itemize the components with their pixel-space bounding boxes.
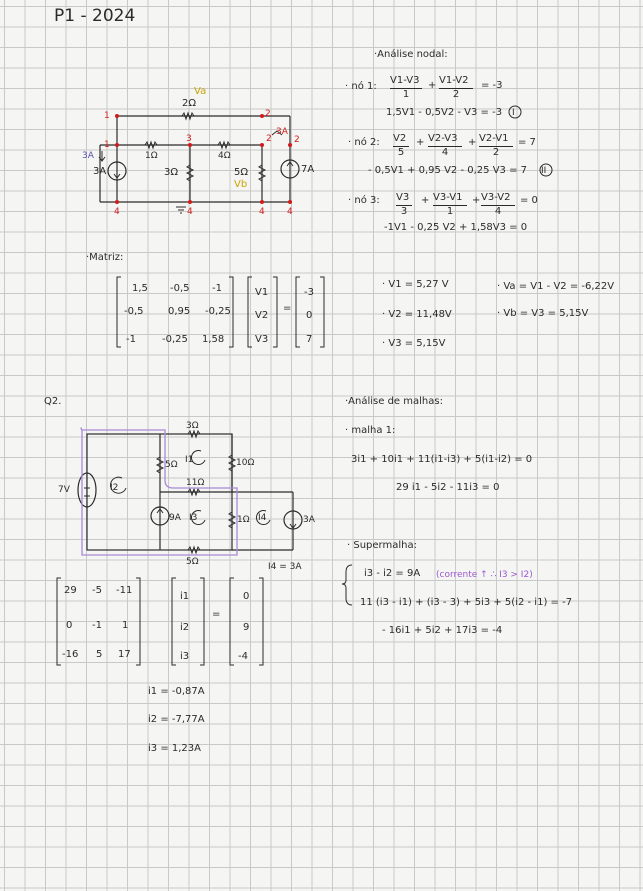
- matrix-cell: 17: [118, 649, 131, 660]
- node-4-label-c: 4: [259, 207, 265, 217]
- malha1-label: · malha 1:: [345, 425, 396, 436]
- no3-frac1-num: V3: [396, 192, 410, 203]
- q2-9a-label: 9A: [169, 513, 181, 523]
- supermalha-simplified: - 16i1 + 5i2 + 17i3 = -4: [382, 625, 503, 636]
- node-3-label: 3: [186, 134, 192, 144]
- var-v1: V1: [255, 287, 269, 298]
- matrix-cell: 29: [64, 585, 77, 596]
- matrix-cell: 5: [96, 649, 103, 660]
- no3-frac3-den: 4: [481, 205, 515, 218]
- no2-frac3-num: V2-V1: [479, 133, 509, 144]
- no2-plus2: +: [468, 137, 477, 148]
- q2-i3-label: I3: [189, 513, 198, 523]
- node-4-label-b: 4: [187, 207, 193, 217]
- va-label: Va: [194, 86, 207, 97]
- no1-label: · nó 1:: [345, 81, 377, 92]
- no1-frac2-den: 2: [439, 88, 473, 101]
- resistor-4-ohm-label: 4Ω: [218, 151, 231, 161]
- no1-frac1-den: 1: [390, 88, 422, 101]
- matrix-cell: -0,25: [205, 306, 231, 317]
- node-1-label-top: 1: [104, 111, 110, 121]
- var-v2: V2: [255, 310, 269, 321]
- no2-rhs: = 7: [518, 137, 536, 148]
- no3-frac2-num: V3-V1: [433, 192, 463, 203]
- no2-equation: - 0,5V1 + 0,95 V2 - 0,25 V3 = 7: [368, 165, 527, 176]
- resistor-2-ohm-label: 2Ω: [182, 98, 197, 109]
- matrix-cell: -0,25: [162, 334, 188, 345]
- matrix-cell: 1,5: [132, 283, 148, 294]
- supermalha-label: · Supermalha:: [347, 540, 417, 551]
- result-va: · Va = V1 - V2 = -6,22V: [497, 281, 615, 292]
- q2-3a-label: 3A: [303, 515, 315, 525]
- no3-frac3-num: V3-V2: [481, 192, 511, 203]
- result-i3: i3 = 1,23A: [148, 743, 201, 754]
- no3-plus2: +: [472, 195, 481, 206]
- resistor-5-ohm-label: 5Ω: [234, 167, 249, 178]
- no1-plus: +: [428, 80, 437, 91]
- q2-i1-label: I1: [185, 455, 194, 465]
- matrix-cell: -5: [92, 585, 102, 596]
- malha1-equation: 3i1 + 10i1 + 11(i1-i3) + 5(i1-i2) = 0: [351, 454, 533, 465]
- node-2-label-right: 2: [294, 135, 300, 145]
- supermalha-note: (corrente ↑ ∴ I3 > I2): [436, 570, 533, 580]
- no3-rhs: = 0: [520, 195, 538, 206]
- var-i2: i2: [180, 622, 190, 633]
- node-2-label-mid: 2: [266, 134, 272, 144]
- q2-r1-label: 1Ω: [237, 515, 250, 525]
- matrix-cell: -1: [92, 620, 102, 631]
- matrix-cell: -0,5: [170, 283, 190, 294]
- supermalha-eq1: i3 - i2 = 9A: [364, 568, 421, 579]
- q2-r3-label: 3Ω: [186, 421, 199, 431]
- no1-frac2-num: V1-V2: [439, 75, 469, 86]
- q2-r5-label: 5Ω: [165, 460, 178, 470]
- q2-r5b-label: 5Ω: [186, 557, 199, 567]
- q2-matrix-equals: =: [212, 609, 221, 620]
- resistor-3-ohm-label: 3Ω: [164, 167, 179, 178]
- rhs-cell: -3: [304, 287, 314, 298]
- no2-tag: II: [541, 166, 547, 176]
- src-3a-arrow-text: 3A: [82, 151, 94, 161]
- matrix-cell: -1: [126, 334, 136, 345]
- matrix-cell: -0,5: [124, 306, 144, 317]
- supermalha-eq2: 11 (i3 - i1) + (i3 - 3) + 5i3 + 5(i2 - i1) = -7: [360, 597, 573, 608]
- no2-label: · nó 2:: [348, 137, 380, 148]
- q2-7v-label: 7V: [58, 485, 70, 495]
- no1-equation: 1,5V1 - 0,5V2 - V3 = -3: [386, 107, 503, 118]
- node-2-label-top: 2: [265, 109, 271, 119]
- no1-rhs: = -3: [481, 80, 503, 91]
- node-4-label-d: 4: [287, 207, 293, 217]
- page-title: P1 - 2024: [54, 6, 136, 26]
- q2-i2-label: I2: [110, 483, 119, 493]
- result-i2: i2 = -7,77A: [148, 714, 205, 725]
- var-i3: i3: [180, 651, 190, 662]
- mesh-title: ·Análise de malhas:: [345, 396, 443, 407]
- q2-rhs-cell: 0: [243, 591, 250, 602]
- var-i1: i1: [180, 591, 190, 602]
- no2-frac3-den: 2: [479, 146, 513, 159]
- matrix-cell: 0: [66, 620, 73, 631]
- no1-tag: I: [512, 108, 515, 118]
- q2-r10-label: 10Ω: [236, 458, 255, 468]
- no2-frac2-num: V2-V3: [428, 133, 458, 144]
- matrix-cell: -11: [116, 585, 133, 596]
- result-v2: · V2 = 11,48V: [382, 309, 452, 320]
- matrix-equals: =: [283, 303, 292, 314]
- no3-frac2-den: 1: [433, 205, 467, 218]
- result-i1: i1 = -0,87A: [148, 686, 205, 697]
- matrix-cell: 0,95: [168, 306, 191, 317]
- no3-frac1-den: 3: [396, 205, 412, 218]
- result-v1: · V1 = 5,27 V: [382, 279, 449, 290]
- no2-plus1: +: [416, 137, 425, 148]
- src-7a-label: 7A: [301, 164, 315, 175]
- result-vb: · Vb = V3 = 5,15V: [497, 308, 589, 319]
- matrix-cell: -16: [62, 649, 79, 660]
- matrix-cell: -1: [212, 283, 222, 294]
- q2-r11-label: 11Ω: [186, 478, 205, 488]
- no3-plus1: +: [421, 195, 430, 206]
- no2-frac2-den: 4: [428, 146, 462, 159]
- matrix-label: ·Matriz:: [86, 252, 124, 263]
- q2-i4-label: I4: [258, 513, 267, 523]
- node-4-label-a: 4: [114, 207, 120, 217]
- no2-frac1-den: 5: [393, 146, 409, 159]
- src-3a-arrow-label: 3A: [276, 127, 288, 137]
- malha1-simplified: 29 i1 - 5i2 - 11i3 = 0: [396, 482, 500, 493]
- matrix-cell: 1,58: [202, 334, 225, 345]
- no1-frac1-num: V1-V3: [390, 75, 420, 86]
- vb-label: Vb: [234, 179, 248, 190]
- q2-rhs-cell: -4: [238, 651, 248, 662]
- src-3a-label: 3A: [93, 166, 107, 177]
- q2-label: Q2.: [44, 396, 62, 407]
- node-1-label-mid: 1: [104, 140, 110, 150]
- rhs-cell: 0: [306, 310, 313, 321]
- nodal-title: ·Análise nodal:: [374, 49, 448, 60]
- no3-equation: -1V1 - 0,25 V2 + 1,58V3 = 0: [384, 222, 528, 233]
- q2-i4-eq: I4 = 3A: [268, 562, 302, 572]
- no2-frac1-num: V2: [393, 133, 407, 144]
- rhs-cell: 7: [306, 334, 313, 345]
- result-v3: · V3 = 5,15V: [382, 338, 446, 349]
- matrix-cell: 1: [122, 620, 129, 631]
- resistor-1-ohm-label: 1Ω: [145, 151, 158, 161]
- var-v3: V3: [255, 334, 269, 345]
- no3-label: · nó 3:: [348, 195, 380, 206]
- q2-rhs-cell: 9: [243, 622, 250, 633]
